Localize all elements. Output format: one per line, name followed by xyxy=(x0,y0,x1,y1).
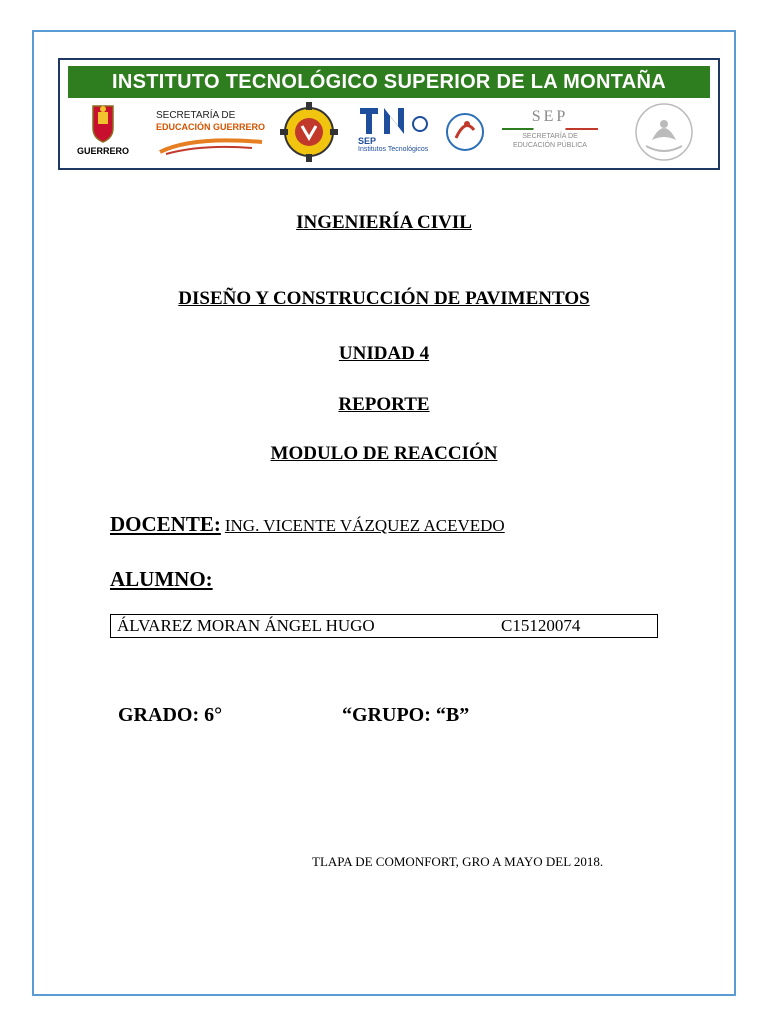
mexico-coat-of-arms xyxy=(624,100,704,164)
secretaria-educacion-guerrero-logo xyxy=(152,100,272,164)
circular-emblem-logo xyxy=(442,100,488,164)
sep-caption-line2: SECRETARÍA DE xyxy=(522,133,578,140)
subject-heading: DISEÑO Y CONSTRUCCIÓN DE PAVIMENTOS xyxy=(178,288,590,309)
teacher-name: ING. VICENTE VÁZQUEZ ACEVEDO xyxy=(224,516,505,535)
location-date: TLAPA DE COMONFORT, GRO A MAYO DEL 2018. xyxy=(312,854,604,869)
group-label: “GRUPO: “B” xyxy=(342,704,470,726)
grade-label: GRADO: 6° xyxy=(118,704,223,726)
student-name: ÁLVAREZ MORAN ÁNGEL HUGO xyxy=(117,616,375,635)
teacher-label: DOCENTE: xyxy=(110,512,221,536)
sep-caption-line3: EDUCACIÓN PÚBLICA xyxy=(513,142,587,149)
topic-heading: MODULO DE REACCIÓN xyxy=(270,443,498,464)
institution-banner xyxy=(58,58,720,170)
guerrero-state-seal xyxy=(76,100,130,164)
student-label-row xyxy=(110,567,213,592)
tecnm-logo xyxy=(354,100,438,164)
seg-caption-line1: SECRETARÍA DE xyxy=(156,110,236,121)
student-label: ALUMNO: xyxy=(110,567,213,591)
tecnm-caption-line2: Institutos Tecnológicos xyxy=(358,146,429,153)
sep-divider xyxy=(502,128,598,130)
institution-title: INSTITUTO TECNOLÓGICO SUPERIOR DE LA MONTAÑA xyxy=(68,66,710,98)
document-type-heading: REPORTE xyxy=(338,394,430,415)
career-heading: INGENIERÍA CIVIL xyxy=(296,212,472,233)
guerrero-caption: GUERRERO xyxy=(76,146,129,156)
teacher-row xyxy=(110,512,505,537)
student-id: C15120074 xyxy=(501,616,581,635)
seg-caption-line2: EDUCACIÓN GUERRERO xyxy=(156,122,266,132)
itsm-gear-logo xyxy=(276,100,342,164)
sep-logo xyxy=(490,100,610,164)
unit-heading: UNIDAD 4 xyxy=(338,343,430,364)
sep-caption-line1: SEP xyxy=(531,108,569,125)
student-box xyxy=(110,614,658,638)
tecnm-caption-line1: SEP xyxy=(358,136,377,146)
logo-strip xyxy=(68,100,710,164)
